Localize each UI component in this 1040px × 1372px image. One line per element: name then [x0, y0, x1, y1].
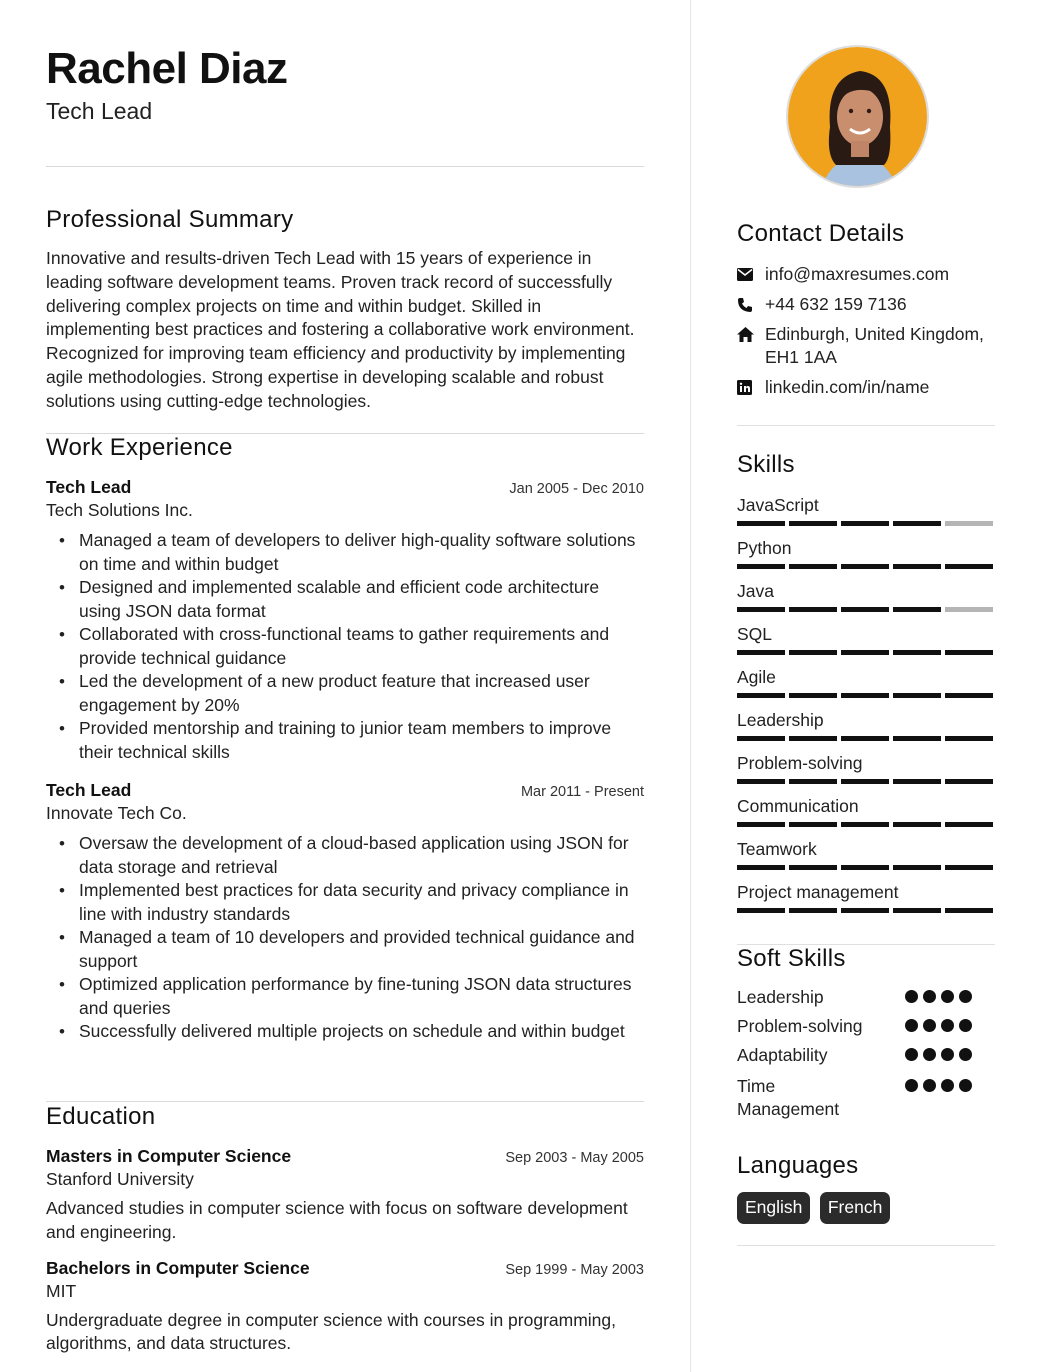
- contact-email[interactable]: [737, 263, 995, 286]
- rating-dot: [959, 990, 972, 1003]
- soft-skill-row: [737, 1044, 995, 1067]
- skill-item: [737, 795, 995, 827]
- degree-date: Sep 1999 - May 2003: [505, 1261, 644, 1278]
- skill-level-segment: [893, 822, 941, 827]
- skill-level-segment: [737, 693, 785, 698]
- job-bullet: • Provided mentorship and training to junior team members to improve their technical skills: [79, 717, 644, 764]
- rating-dot: [941, 1079, 954, 1092]
- rating-dot: [905, 1019, 918, 1032]
- soft-skill-row: [737, 1015, 995, 1038]
- rating-dot: [941, 1048, 954, 1061]
- rating-dot: [905, 1048, 918, 1061]
- skill-level-segment: [945, 650, 993, 655]
- education-entry: [46, 1258, 644, 1357]
- skill-level-segment: [737, 607, 785, 612]
- skill-item: [737, 623, 995, 655]
- profile-photo: [786, 45, 929, 188]
- skill-name: Agile: [737, 667, 776, 687]
- candidate-name: Rachel Diaz: [46, 44, 288, 93]
- rating-dot: [941, 1019, 954, 1032]
- job-bullet: • Managed a team of developers to deliver high-quality software solutions on time and within budget: [79, 529, 644, 576]
- experience-title: Work Experience: [46, 434, 233, 461]
- skill-item: [737, 881, 995, 913]
- skill-name: Teamwork: [737, 839, 817, 859]
- job-title: Tech Lead: [46, 477, 132, 497]
- skill-level-bar: [737, 693, 995, 698]
- skill-level-segment: [737, 865, 785, 870]
- degree-description: Undergraduate degree in computer science with courses in programming, algorithms, and data structures.: [46, 1309, 617, 1354]
- skill-name: Python: [737, 538, 792, 558]
- phone-icon: [737, 293, 765, 316]
- skill-name: Leadership: [737, 710, 824, 730]
- skill-level-segment: [893, 736, 941, 741]
- skill-level-segment: [841, 564, 889, 569]
- skill-level-segment: [789, 779, 837, 784]
- soft-skill-name: Adaptability: [737, 1045, 828, 1065]
- soft-skill-name: Problem-solving: [737, 1016, 863, 1036]
- soft-skill-rating: [905, 990, 972, 1003]
- email-text: info@maxresumes.com: [765, 264, 950, 284]
- degree-date: Sep 2003 - May 2005: [505, 1150, 644, 1166]
- job-bullet: • Managed a team of 10 developers and provided technical guidance and support: [79, 926, 644, 973]
- language-pill: English: [737, 1192, 810, 1224]
- skill-level-bar: [737, 564, 995, 569]
- skill-name: Communication: [737, 796, 859, 816]
- skill-level-segment: [789, 865, 837, 870]
- degree-title: Masters in Computer Science: [46, 1146, 292, 1166]
- skill-level-segment: [945, 607, 993, 612]
- skill-level-bar: [737, 650, 995, 655]
- skill-level-segment: [841, 693, 889, 698]
- job-bullet: • Collaborated with cross-functional teams to gather requirements and provide technical guidance: [79, 623, 644, 670]
- rating-dot: [923, 990, 936, 1003]
- soft-skill-rating: [905, 1019, 972, 1032]
- skill-level-segment: [893, 865, 941, 870]
- soft-skill-row: [737, 1075, 857, 1121]
- skills-list: [737, 494, 995, 913]
- contact-phone[interactable]: [737, 293, 995, 316]
- rating-dot: [923, 1019, 936, 1032]
- summary-title: Professional Summary: [46, 206, 294, 233]
- degree-description: Advanced studies in computer science with focus on software development and engineering.: [46, 1198, 628, 1242]
- language-pill: French: [820, 1192, 890, 1224]
- address-line1: Edinburgh, United Kingdom,: [765, 324, 984, 344]
- skill-level-bar: [737, 521, 995, 526]
- rating-dot: [941, 990, 954, 1003]
- skill-level-segment: [893, 607, 941, 612]
- linkedin-text: linkedin.com/in/name: [765, 377, 930, 397]
- skill-level-bar: [737, 908, 995, 913]
- skill-item: [737, 838, 995, 870]
- job-title: Tech Lead: [46, 780, 132, 800]
- skill-level-bar: [737, 736, 995, 741]
- skill-level-segment: [841, 908, 889, 913]
- column-divider: [690, 0, 691, 1372]
- job-bullets: [46, 529, 644, 764]
- envelope-icon: [737, 263, 765, 286]
- rating-dot: [905, 990, 918, 1003]
- skill-level-segment: [737, 779, 785, 784]
- skill-level-segment: [737, 736, 785, 741]
- job-bullet: • Led the development of a new product feature that increased user engagement by 20%: [79, 670, 644, 717]
- rating-dot: [959, 1048, 972, 1061]
- degree-title: Bachelors in Computer Science: [46, 1257, 310, 1278]
- skill-level-segment: [737, 521, 785, 526]
- soft-skills-title: Soft Skills: [737, 945, 846, 972]
- skill-level-bar: [737, 779, 995, 784]
- education-entry: [46, 1146, 644, 1245]
- skill-level-segment: [893, 779, 941, 784]
- skill-level-segment: [945, 822, 993, 827]
- skill-item: [737, 709, 995, 741]
- skill-name: SQL: [737, 624, 773, 644]
- skill-level-bar: [737, 865, 995, 870]
- skill-name: Project management: [737, 882, 899, 902]
- linkedin-icon: [737, 376, 765, 399]
- skill-level-segment: [841, 779, 889, 784]
- education-title: Education: [46, 1103, 156, 1130]
- soft-skills-section: [737, 945, 995, 1121]
- job-date: Jan 2005 - Dec 2010: [509, 481, 644, 497]
- skills-title: Skills: [737, 451, 795, 478]
- contact-linkedin[interactable]: [737, 376, 995, 399]
- contact-title: Contact Details: [737, 220, 905, 247]
- skill-name: Java: [737, 581, 774, 601]
- job-date: Mar 2011 - Present: [520, 784, 644, 800]
- skill-level-segment: [789, 521, 837, 526]
- education-section: [46, 1102, 644, 1356]
- rating-dot: [905, 1079, 918, 1092]
- job-entry: [46, 780, 644, 1044]
- skill-name: Problem-solving: [737, 753, 863, 773]
- skill-level-bar: [737, 607, 995, 612]
- skill-level-segment: [841, 865, 889, 870]
- school-name: MIT: [46, 1280, 77, 1301]
- skill-level-segment: [789, 650, 837, 655]
- skill-level-segment: [789, 693, 837, 698]
- job-company: Tech Solutions Inc.: [46, 500, 193, 520]
- soft-skill-row: [737, 986, 995, 1009]
- languages-section: [737, 1152, 995, 1224]
- skill-name: JavaScript: [737, 495, 819, 515]
- skill-level-segment: [945, 521, 993, 526]
- languages-title: Languages: [737, 1152, 859, 1179]
- school-name: Stanford University: [46, 1169, 194, 1189]
- rating-dot: [959, 1019, 972, 1032]
- job-bullet: • Implemented best practices for data security and privacy compliance in line with industry standards: [79, 879, 644, 926]
- skill-level-segment: [841, 822, 889, 827]
- job-bullet: • Successfully delivered multiple projects on schedule and within budget: [79, 1020, 644, 1044]
- header-divider: [46, 166, 644, 167]
- skill-level-segment: [945, 908, 993, 913]
- skill-level-segment: [789, 564, 837, 569]
- skill-level-segment: [841, 736, 889, 741]
- skill-level-segment: [893, 908, 941, 913]
- experience-section: [46, 433, 644, 1044]
- soft-skill-rating: [905, 1079, 972, 1092]
- skill-level-segment: [841, 650, 889, 655]
- skill-level-segment: [737, 822, 785, 827]
- home-icon: [737, 323, 765, 346]
- job-bullet: • Designed and implemented scalable and efficient code architecture using JSON data format: [79, 576, 644, 623]
- job-bullets: [46, 832, 644, 1044]
- job-bullet: • Oversaw the development of a cloud-based application using JSON for data storage and retrieval: [79, 832, 644, 879]
- skill-level-segment: [893, 693, 941, 698]
- skill-level-segment: [737, 908, 785, 913]
- address-line2: EH1 1AA: [765, 347, 837, 367]
- languages-divider: [737, 1245, 995, 1246]
- skill-level-segment: [841, 521, 889, 526]
- phone-text: +44 632 159 7136: [765, 294, 907, 314]
- job-bullet: • Optimized application performance by fine-tuning JSON data structures and queries: [79, 973, 644, 1020]
- contact-address: [737, 323, 995, 369]
- skill-item: [737, 537, 995, 569]
- rating-dot: [959, 1079, 972, 1092]
- skill-level-segment: [893, 650, 941, 655]
- skill-item: [737, 752, 995, 784]
- skill-level-segment: [789, 607, 837, 612]
- summary-text: Innovative and results-driven Tech Lead with 15 years of experience in leading software development teams. Proven track record of successfully delivering complex projects on time and within budget. Skilled in implementing best practices and fostering a collaborative work environment. Recognized for improving team efficiency and productivity by implementing agile methodologies. Strong expertise in developing scalable and robust solutions using cutting-edge technologies.: [46, 248, 635, 411]
- skill-level-segment: [945, 736, 993, 741]
- contact-divider: [737, 425, 995, 426]
- soft-skill-name: Leadership: [737, 987, 824, 1007]
- skill-level-segment: [945, 564, 993, 569]
- skill-item: [737, 580, 995, 612]
- skill-item: [737, 666, 995, 698]
- soft-skill-name: Time Management: [737, 1076, 840, 1119]
- skill-level-segment: [893, 521, 941, 526]
- skill-level-segment: [841, 607, 889, 612]
- skill-level-segment: [789, 822, 837, 827]
- skill-level-segment: [945, 779, 993, 784]
- skill-level-segment: [789, 736, 837, 741]
- skill-level-segment: [737, 650, 785, 655]
- contact-section: [737, 220, 995, 399]
- skill-level-bar: [737, 822, 995, 827]
- skills-section: [737, 451, 995, 924]
- skill-level-segment: [945, 865, 993, 870]
- soft-skill-rating: [905, 1048, 972, 1061]
- skill-level-segment: [945, 693, 993, 698]
- skill-item: [737, 494, 995, 526]
- candidate-role: Tech Lead: [46, 98, 153, 124]
- summary-section: [46, 206, 644, 414]
- skill-level-segment: [893, 564, 941, 569]
- rating-dot: [923, 1079, 936, 1092]
- job-entry: [46, 477, 644, 764]
- job-company: Innovate Tech Co.: [46, 803, 187, 823]
- skill-level-segment: [789, 908, 837, 913]
- skill-level-segment: [737, 564, 785, 569]
- rating-dot: [923, 1048, 936, 1061]
